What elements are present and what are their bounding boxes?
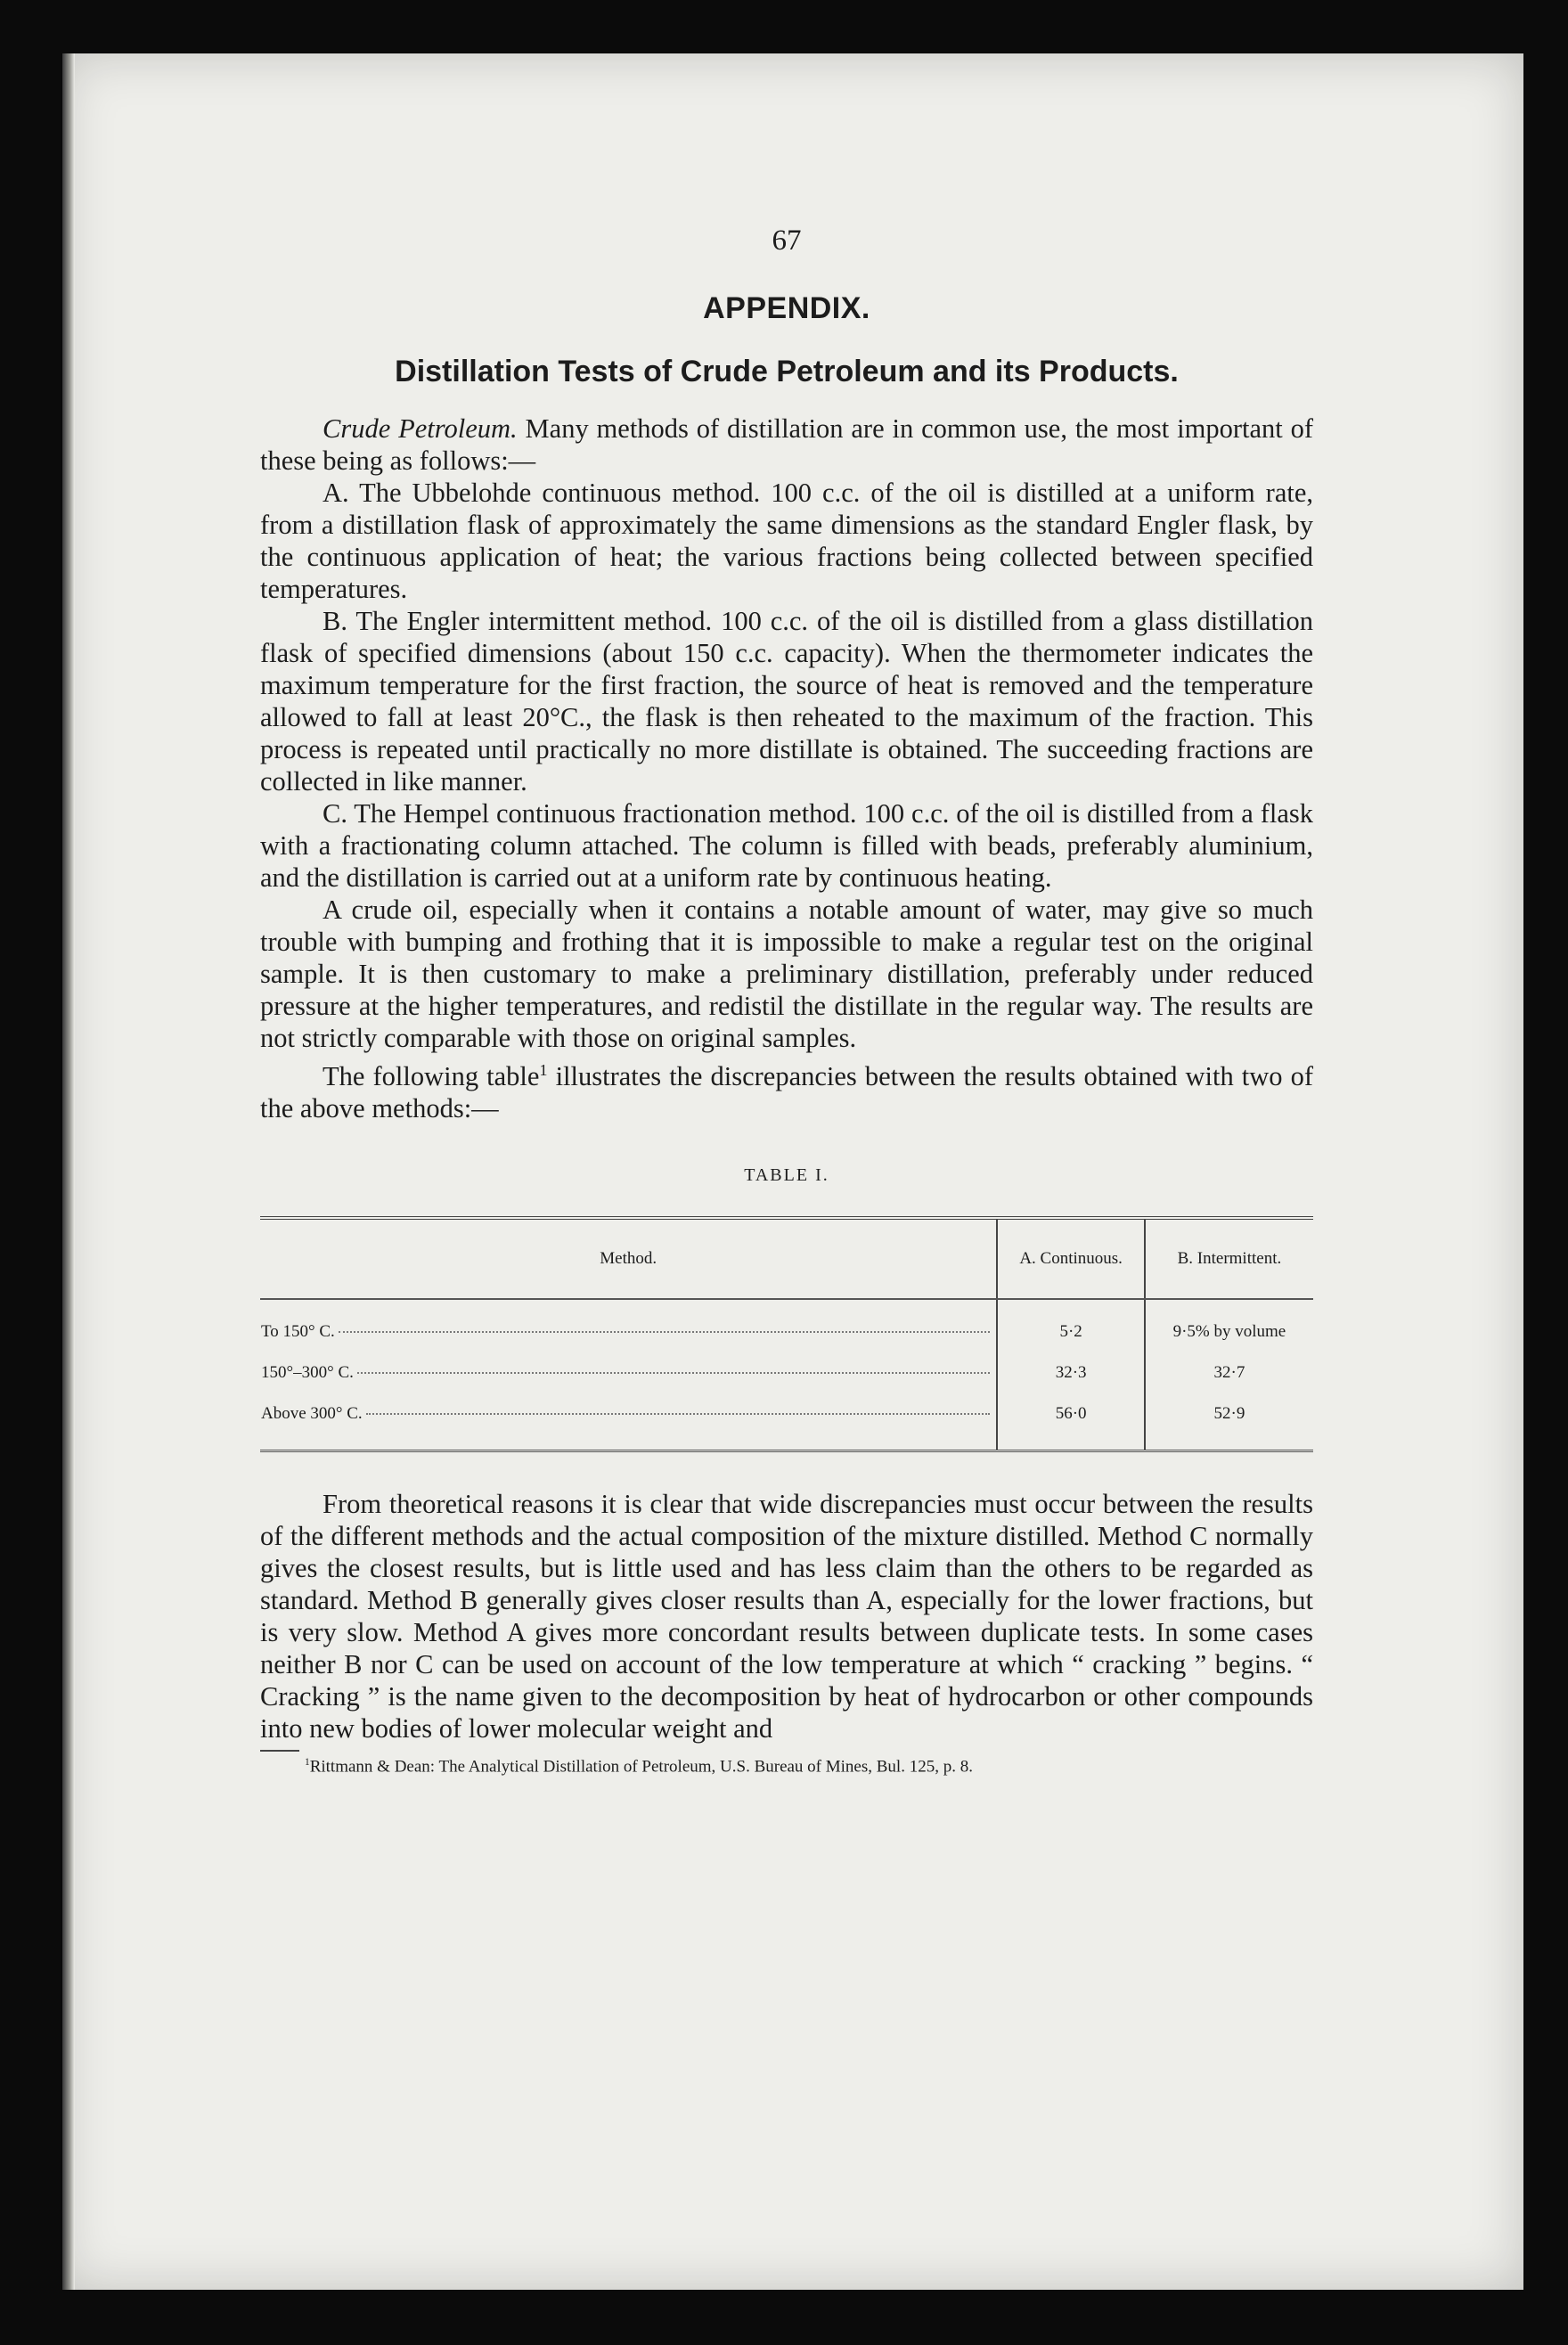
distillation-table [260,1220,1313,1450]
appendix-heading: APPENDIX. [703,291,870,325]
row-method-cell [260,1352,997,1393]
paragraph-method-b: B. The Engler intermittent method. 100 c.c. of the oil is distilled from a glass distillation flask of specified dimensions (about 150 c.c. capacity). When the thermometer indicates the maximum temperature for the first fraction, the source of heat is removed and the temperature allowed to fall at least 20°C., the flask is then reheated to the maximum of the fraction. This process is repeated until practically no more distillate is obtained. The succeeding fractions are collected in like manner. [260,606,1313,797]
table-title: TABLE I. [744,1165,829,1186]
paragraph-theoretical: From theoretical reasons it is clear that wide discrepancies must occur between the results of the different methods and the actual composition of the mixture distilled. Method C normally gives the closest results, but is little used and has less claim than the others to be regarded as standard. Method B generally gives closer results than A, especially for the lower fractions, but is very slow. Method A gives more concordant results between duplicate tests. In some cases neither B nor C can be used on account of the low temperature at which “ cracking ” begins. “ Cracking ” is the name given to the decomposition by heat of hydrocarbon or other compounds into new bodies of lower molecular weight and [260,1489,1313,1744]
footnote [305,1757,1313,1777]
table-frame [260,1216,1313,1452]
row-method-label: To 150° C. [261,1322,335,1342]
dot-leader [339,1331,991,1333]
row-method-cell [260,1393,997,1450]
page-number: 67 [772,225,802,257]
dot-leader [366,1413,991,1415]
header-intermittent: B. Intermittent. [1145,1220,1313,1299]
row-continuous-value: 32·3 [997,1352,1144,1393]
header-continuous: A. Continuous. [997,1220,1144,1299]
footnote-text: Rittmann & Dean: The Analytical Distillation of Petroleum, U.S. Bureau of Mines, Bul. 125, p. 8. [309,1757,973,1777]
book-spine-shadow [62,53,75,2290]
footnote-rule [260,1750,299,1752]
intro-text: Many methods of distillation are in common use, the most important of these being as follows:— [260,413,1313,476]
paragraph-following-table [260,1054,1313,1124]
footnote-reference: 1 [539,1061,548,1079]
paragraph-intro [260,413,1313,477]
paragraph-method-c: C. The Hempel continuous fractionation method. 100 c.c. of the oil is distilled from a flask with a fractionating column attached. The column is filled with beads, preferably aluminium, and the distillation is carried out at a uniform rate by continuous heating. [260,798,1313,893]
row-method-label: 150°–300° C. [261,1363,354,1383]
page-content [260,225,1313,1777]
table-row [260,1352,1313,1393]
footnote-mark: 1 [305,1757,310,1769]
row-continuous-value: 5·2 [997,1299,1144,1352]
table-row [260,1299,1313,1352]
paragraph-crude-oil: A crude oil, especially when it contains a notable amount of water, may give so much trouble with bumping and frothing that it is impossible to make a regular test on the original sample. It is then customary to make a preliminary distillation, preferably under reduced pressure at the higher temperatures, and redistil the distillate in the regular way. The results are not strictly comparable with those on original samples. [260,895,1313,1053]
row-intermittent-value: 32·7 [1213,1363,1245,1383]
following-text-b: illustrates the discrepancies between the results obtained with two of the above methods:— [260,1061,1313,1124]
section-subheading: Distillation Tests of Crude Petroleum and its Products. [395,355,1179,388]
row-continuous-value: 56·0 [997,1393,1144,1450]
row-method-label: Above 300° C. [261,1404,363,1424]
row-intermittent-value: 52·9 [1213,1404,1245,1424]
row-method-cell [260,1299,997,1352]
following-text-a: The following table [323,1061,540,1092]
table-header-row [260,1220,1313,1299]
dot-leader [357,1372,991,1374]
table-row [260,1393,1313,1450]
paragraph-method-a: A. The Ubbelohde continuous method. 100 c.c. of the oil is distilled at a uniform rate, from a distillation flask of approximately the same dimensions as the standard Engler flask, by the continuous application of heat; the various fractions being collected between specified temperatures. [260,478,1313,604]
row-intermittent-value: 9·5% by volume [1172,1322,1286,1342]
header-method: Method. [260,1220,997,1299]
crude-petroleum-italic: Crude Petroleum. [323,413,518,444]
